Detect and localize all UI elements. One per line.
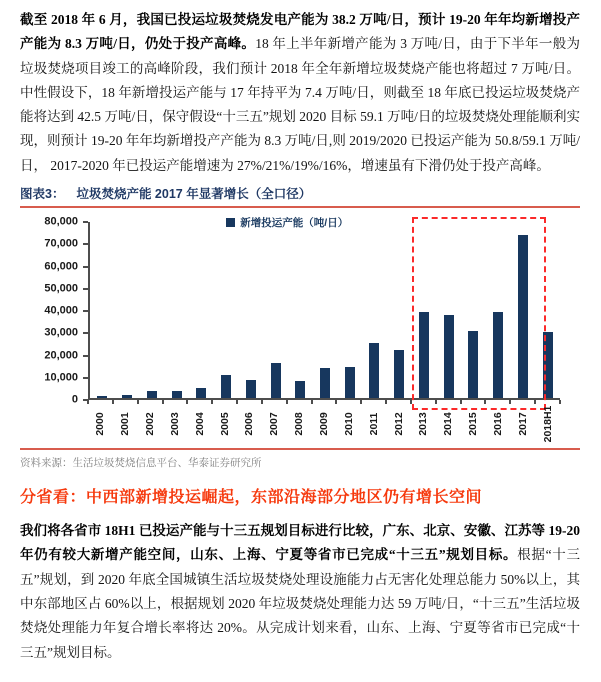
bar-slot (238, 222, 263, 398)
bar-slot (313, 222, 338, 398)
bar-slot (90, 222, 115, 398)
x-axis-label-2008: 2008 (293, 412, 306, 436)
x-slot (510, 400, 535, 446)
x-slot (187, 400, 212, 446)
figure-3 (20, 184, 580, 470)
x-tick-mark (162, 400, 164, 404)
x-tick-mark (286, 400, 288, 404)
x-axis-label-2000: 2000 (94, 412, 107, 436)
paragraph-intro-rest: 18 年上半年新增产能为 3 万吨/日，由于下半年一般为垃圾焚烧项目竣工的高峰阶段，我们预计 2018 年全年新增垃圾焚烧产能也将超过 7 万吨/日。中性假设下，18 年新增投运产能与 17 年持平为 7.4 万吨/日，则截至 18 年底已投运垃圾焚烧产能将达到 42.5 万吨/日，保守假设“十三五”规划 2020 目标 59.1 万吨/日的垃圾焚烧处理能顺利实现，则预计 19-20 年年均新增投产产能为 8.3 万吨/日,则 2019/2020 已投运产能为 50.8/59.1 万吨/日， 2017-2020 年已投运产能增速为 27%/21%/19%/16%，增速虽有下滑仍处于投产高峰。 (20, 36, 580, 173)
x-axis-label-2011: 2011 (367, 412, 380, 436)
x-tick-mark (112, 400, 114, 404)
bar-2010 (345, 367, 355, 398)
x-axis-label-2015: 2015 (467, 412, 480, 436)
bar-slot (362, 222, 387, 398)
paragraph-intro (20, 8, 580, 178)
x-tick-mark (137, 400, 139, 404)
x-slot (287, 400, 312, 446)
y-tick-label: 80,000 (44, 215, 78, 228)
y-tick-label: 0 (71, 393, 78, 406)
bar-slot (214, 222, 239, 398)
x-slot (88, 400, 113, 446)
y-tick-label: 10,000 (44, 371, 78, 384)
x-slot (262, 400, 287, 446)
x-slot (485, 400, 510, 446)
x-slot (312, 400, 337, 446)
bar-slot (164, 222, 189, 398)
bar-2004 (196, 388, 206, 398)
x-tick-mark (385, 400, 387, 404)
bar-slot (288, 222, 313, 398)
x-slot (138, 400, 163, 446)
x-axis-label-2006: 2006 (243, 412, 256, 436)
x-slot (336, 400, 361, 446)
bar-slot (263, 222, 288, 398)
bar-2002 (147, 391, 157, 398)
x-slot (386, 400, 411, 446)
capacity-bar-chart (20, 212, 580, 446)
x-tick-mark (360, 400, 362, 404)
y-tick-label: 20,000 (44, 349, 78, 362)
chart-legend (226, 215, 348, 230)
plot-area (88, 217, 560, 400)
y-tick-label: 70,000 (44, 237, 78, 250)
legend-swatch-icon (226, 218, 235, 227)
bar-slot (189, 222, 214, 398)
y-tick-label: 50,000 (44, 282, 78, 295)
paragraph-province (20, 519, 580, 665)
x-axis-label-2017: 2017 (516, 412, 529, 436)
bar-2001 (122, 395, 132, 399)
paragraph-intro-bold: 截至 2018 年 6 月，我国已投运垃圾焚烧发电产能为 38.2 万吨/日，预计 19-20 年年均新增投产产能为 8.3 万吨/日，仍处于投产高峰。 (20, 12, 580, 52)
x-tick-mark (435, 400, 437, 404)
section-heading: 分省看：中西部新增投运崛起，东部沿海部分地区仍有增长空间 (20, 489, 483, 507)
x-tick-mark (534, 400, 536, 404)
x-slot (436, 400, 461, 446)
bar-2005 (221, 375, 231, 398)
x-tick-mark (311, 400, 313, 404)
x-slot (535, 400, 560, 446)
x-slot (461, 400, 486, 446)
bar-2003 (172, 391, 182, 398)
bar-slot (139, 222, 164, 398)
bar-slot (337, 222, 362, 398)
figure-source: 资料来源：生活垃圾焚烧信息平台、华泰证券研究所 (20, 448, 580, 470)
x-tick-mark (460, 400, 462, 404)
x-tick-mark (236, 400, 238, 404)
legend-label: 新增投运产能（吨/日） (240, 217, 349, 230)
bar-2012 (394, 350, 404, 398)
x-axis-labels (88, 400, 560, 446)
y-tick-label: 60,000 (44, 260, 78, 273)
x-axis-label-2010: 2010 (342, 412, 355, 436)
x-tick-mark (559, 400, 561, 404)
x-tick-mark (186, 400, 188, 404)
y-tick-label: 40,000 (44, 304, 78, 317)
x-axis-label-2001: 2001 (119, 412, 132, 436)
figure-title: 垃圾焚烧产能 2017 年显著增长（全口径） (76, 187, 312, 202)
paragraph-province-rest: 根据“十三五”规划，到 2020 年底全国城镇生活垃圾焚烧处理设施能力占无害化处理总能力 50%以上，其中东部地区占 60%以上，根据规划 2020 年垃圾焚烧处理能力达 59 万吨/日，“十三五”生活垃圾焚烧处理能力年复合增长率将达 20%。从完成计划来看，山东、上海、宁夏等省市已完成“十三五”规划目标。 (20, 547, 580, 660)
x-axis-label-2005: 2005 (218, 412, 231, 436)
x-axis-label-2002: 2002 (144, 412, 157, 436)
x-tick-mark (211, 400, 213, 404)
x-axis-label-2009: 2009 (317, 412, 330, 436)
bar-2008 (295, 381, 305, 398)
bar-2011 (369, 343, 379, 398)
x-axis-label-2012: 2012 (392, 412, 405, 436)
x-tick-mark (261, 400, 263, 404)
bar-slot (115, 222, 140, 398)
x-tick-mark (87, 400, 89, 404)
x-slot (411, 400, 436, 446)
x-tick-mark (335, 400, 337, 404)
x-axis-label-2018H1: 2018H1 (541, 405, 554, 443)
x-slot (163, 400, 188, 446)
bar-2000 (97, 396, 107, 398)
x-axis-label-2014: 2014 (442, 412, 455, 436)
x-slot (113, 400, 138, 446)
x-axis-label-2003: 2003 (168, 412, 181, 436)
x-axis-label-2013: 2013 (417, 412, 430, 436)
x-axis-label-2004: 2004 (193, 412, 206, 436)
figure-label: 图表3： (20, 187, 65, 202)
x-slot (361, 400, 386, 446)
x-slot (237, 400, 262, 446)
x-tick-mark (509, 400, 511, 404)
bar-2006 (246, 380, 256, 398)
highlight-box (412, 217, 547, 410)
y-tick-label: 30,000 (44, 326, 78, 339)
x-tick-mark (410, 400, 412, 404)
x-tick-mark (484, 400, 486, 404)
figure-title-row (20, 184, 580, 208)
bar-slot (387, 222, 412, 398)
y-axis (20, 215, 88, 406)
bar-2009 (320, 368, 330, 398)
bar-2007 (271, 363, 281, 398)
x-slot (212, 400, 237, 446)
x-axis-label-2007: 2007 (268, 412, 281, 436)
paragraph-province-bold: 我们将各省市 18H1 已投运产能与十三五规划目标进行比较，广东、北京、安徽、江苏等 19-20 年仍有较大新增产能空间，山东、上海、宁夏等省市已完成“十三五”规划目标。 (20, 523, 580, 563)
x-axis-label-2016: 2016 (491, 412, 504, 436)
